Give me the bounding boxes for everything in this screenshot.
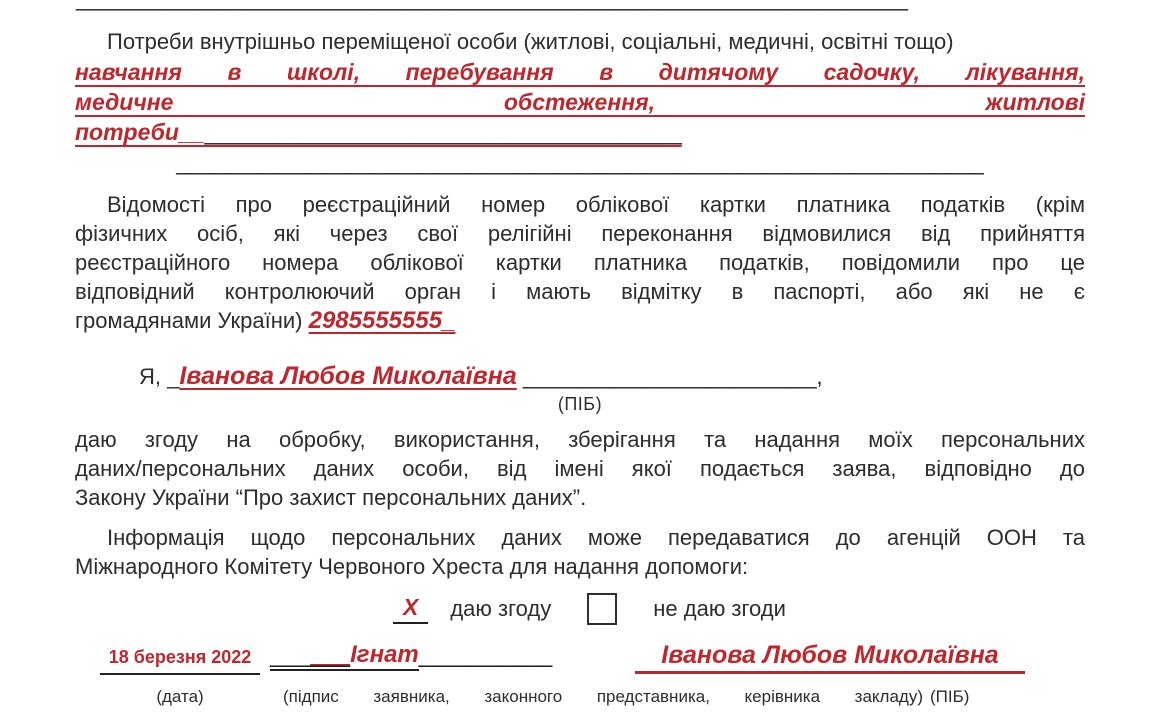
needs-filled-line-2[interactable]: медичне обстеження, житлові [75, 89, 1085, 115]
tax-number-field[interactable]: 2985555555_ [308, 307, 456, 334]
document-body [75, 27, 1085, 725]
consent-line: даю згоду на обробку, використання, зберігання та надання моїх персональних [75, 427, 1085, 452]
needs-blank-line[interactable]: _______________________________________ [204, 120, 682, 145]
consent-line: даних/персональних даних особи, від імені якої подається заява, відповідно до [75, 456, 1085, 481]
date-caption: (дата) [156, 687, 204, 706]
tax-line: Відомості про реєстраційний номер облікової картки платника податків (крім [107, 192, 1085, 217]
disagree-checkbox-empty[interactable] [587, 593, 617, 625]
declarant-prefix: Я, _ [139, 364, 180, 389]
signature-block [75, 641, 1085, 725]
consent-line: Закону України “Про захист персональних даних”. [75, 485, 587, 510]
needs-filled-word: потреби__ [75, 119, 205, 145]
transfer-paragraph [75, 523, 1085, 581]
declarant-line [139, 361, 1085, 392]
pib-caption: (ПІБ) [557, 394, 603, 414]
tax-line: фізичних осіб, які через свої релігійні переконання відмовилися від прийняття [75, 221, 1085, 246]
tax-line: відповідний контролюючий орган і мають відмітку в паспорті, або які не є [75, 279, 1085, 304]
fullname-caption: (ПІБ) [930, 687, 970, 706]
needs-filled-line-3[interactable] [75, 117, 1085, 148]
date-field[interactable]: 18 березня 2022 [100, 647, 260, 675]
disagree-label: не даю згоди [653, 596, 786, 621]
declarant-blank-line[interactable]: ________________________, [522, 364, 823, 389]
signature-value: Ігнат [350, 641, 419, 668]
tax-last-line-text: громадянами України) [75, 308, 309, 333]
signature-blank-pre: ___ [270, 641, 311, 668]
tax-line: реєстраційного номера облікової картки платника податків, повідомили про це [75, 250, 1085, 275]
signature-red-stroke: ___ [310, 641, 351, 668]
fullname-field[interactable]: Іванова Любов Миколаївна [635, 641, 1025, 674]
needs-filled-line-1[interactable]: навчання в школі, перебування в дитячому садочку, лікування, [75, 59, 1085, 85]
blank-line[interactable]: __________________________________________________________________ [176, 150, 984, 175]
consent-paragraph [75, 425, 1085, 512]
needs-intro-text: Потреби внутрішньо переміщеної особи (житлові, соціальні, медичні, освітні тощо) [107, 29, 954, 54]
top-blank-line [76, 0, 908, 12]
consent-choice-row [75, 592, 1085, 626]
signature-caption: (підпис заявника, законного представника, керівника закладу) [283, 687, 923, 706]
agree-checkbox-marked[interactable]: X [393, 594, 428, 624]
agree-label: даю згоду [450, 596, 552, 621]
transfer-line: Інформація щодо персональних даних може передаватися до агенцій ООН та [107, 525, 1085, 550]
declarant-name-field[interactable]: Іванова Любов Миколаївна [179, 362, 517, 390]
signature-blank-post: __________ [418, 641, 553, 668]
signature-field[interactable] [270, 641, 570, 669]
transfer-line: Міжнародного Комітету Червоного Хреста для надання допомоги: [75, 554, 749, 579]
tax-paragraph [75, 190, 1085, 335]
